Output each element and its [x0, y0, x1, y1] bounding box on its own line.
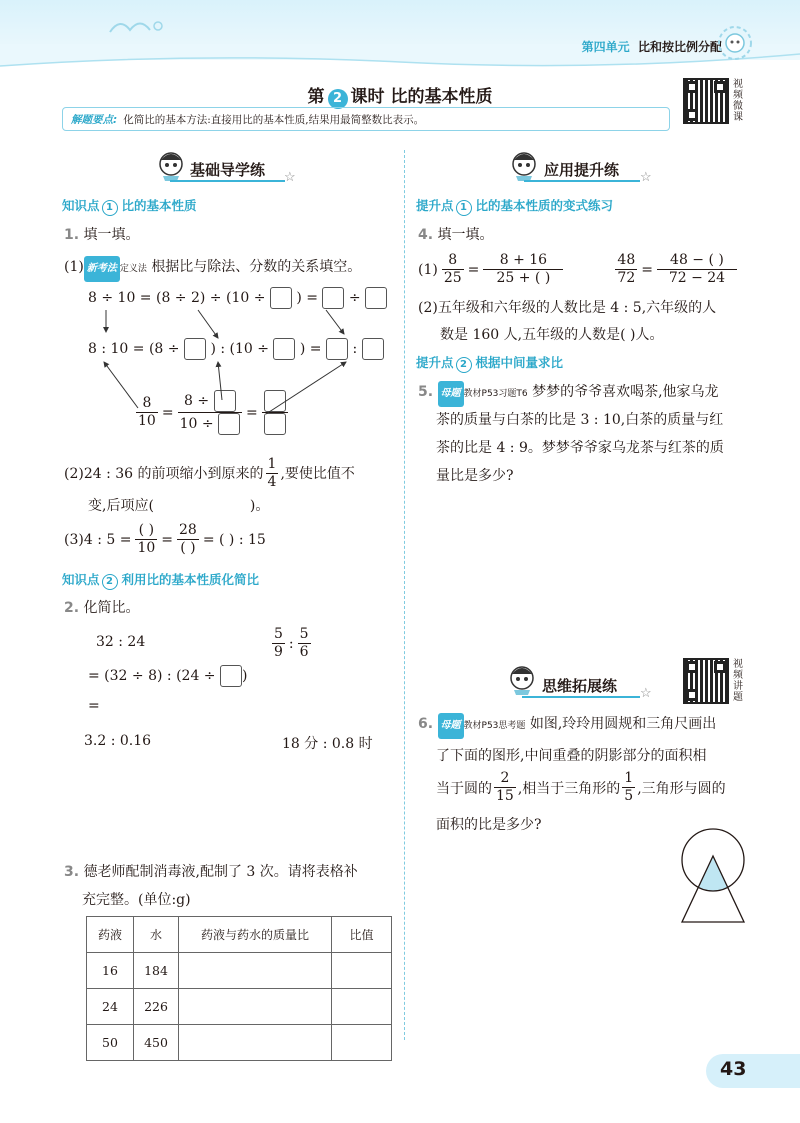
- unit-label: 第四单元 比和按比例分配: [581, 40, 722, 54]
- column-divider: [404, 150, 405, 1040]
- question-6-line2: 了下面的图形,中间重叠的阴影部分的面积相: [436, 748, 707, 764]
- improve-point-2: 提升点 2 根据中间量求比: [416, 353, 563, 373]
- mascot-face-icon: [508, 150, 540, 182]
- improve-point-1: 提升点 1 比的基本性质的变式练习: [416, 196, 613, 216]
- fraction: $\frac{8 \div}{10 \div}$: [178, 390, 242, 435]
- question-5-line3: 茶的比是 4 : 9。梦梦爷爷家乌龙茶与红茶的质: [436, 440, 724, 456]
- question-1-part-2: (2)24 : 36 的前项缩小到原来的 $\frac{1}{4}$ ,要使比值不: [64, 456, 355, 490]
- question-2-title: 2. 化简比。: [64, 600, 140, 616]
- tip-box: 解题要点: 化简比的基本方法:直接用比的基本性质,结果用最简整数比表示。: [62, 107, 670, 131]
- qr-code-icon[interactable]: [683, 78, 729, 124]
- table-cell: 24: [87, 989, 134, 1025]
- dilution-table: [86, 916, 392, 1061]
- table-row: [87, 1025, 392, 1061]
- mascot-face-icon: [506, 664, 538, 696]
- q2-a-line3: =: [88, 698, 100, 714]
- header-cell: 药液与药水的质量比: [179, 917, 332, 953]
- qr-label-video-explain: 视 频 讲 题: [733, 659, 743, 703]
- fraction-row: $\frac{8}{10}$ = $\frac{8 \div}{10 \div}$ =: [136, 390, 288, 435]
- arrow-diagram: [0, 0, 400, 460]
- question-5-line2: 茶的质量与白茶的比是 3 : 10,白茶的质量与红: [436, 412, 724, 428]
- question-5-line1: 5. 母题 教材P53习题T6 梦梦的爷爷喜欢喝茶,他家乌龙: [418, 379, 719, 407]
- question-4-part-1: (1) $\frac{8}{25}$ = $\frac{8 + 16}{25 + ( )}$ $\frac{48}{72}$ = $\frac{48 - ( )}{72 - 24}$: [418, 252, 737, 287]
- question-5-line4: 量比是多少?: [436, 468, 514, 484]
- page-number-badge: [706, 1054, 800, 1088]
- table-cell: 184: [134, 953, 179, 989]
- answer-box[interactable]: [220, 665, 242, 687]
- q2-a-line2: = (32 ÷ 8) : (24 ÷ ): [88, 664, 247, 688]
- ratio-row-1: 8 ÷ 10 = (8 ÷ 2) ÷ (10 ÷ ) = ÷: [88, 286, 387, 310]
- page-title: 第 2 课时 比的基本性质: [307, 87, 493, 107]
- knowledge-point-1: 知识点 1 比的基本性质: [62, 196, 197, 216]
- section-title-applied: 应用提升练: [544, 161, 620, 179]
- question-4-part-2-line1: (2)五年级和六年级的人数比是 4 : 5,六年级的人: [418, 300, 717, 316]
- q2-d: 18 分 : 0.8 时: [282, 736, 373, 752]
- section-title-extension: 思维拓展练: [542, 677, 618, 695]
- section-underline: [522, 696, 640, 698]
- header-cell: 药液: [87, 917, 134, 953]
- star-icon: ☆: [640, 686, 652, 701]
- question-3-line2: 充完整。(单位:g): [82, 892, 191, 908]
- question-6-line1: 6. 母题 教材P53思考题 如图,玲玲用圆规和三角尺画出: [418, 711, 716, 739]
- ratio-row-2: 8 : 10 = (8 ÷ ) : (10 ÷ ) = :: [88, 337, 384, 361]
- question-1-part-3: (3)4 : 5 = $\frac{( )}{10}$ = $\frac{28}{( )}$ = ( ) : 15: [64, 522, 266, 556]
- answer-cell[interactable]: [179, 953, 332, 989]
- table-row: [87, 953, 392, 989]
- question-1-part-1: (1) 新考法 定义法 根据比与除法、分数的关系填空。: [64, 254, 361, 282]
- table-header-row: [87, 917, 392, 953]
- q2-a-line1: 32 : 24: [96, 634, 146, 650]
- qr-code-icon[interactable]: [683, 658, 729, 704]
- q2-b: $\frac{5}{9}$ : $\frac{5}{6}$: [274, 626, 309, 660]
- star-icon: ☆: [284, 170, 296, 185]
- question-1-part-2-cont: 变,后项应( )。: [88, 498, 270, 514]
- question-4-title: 4. 填一填。: [418, 227, 494, 243]
- section-underline: [524, 180, 640, 182]
- table-cell: 50: [87, 1025, 134, 1061]
- answer-cell[interactable]: [332, 953, 392, 989]
- mascot-icon: [712, 20, 758, 66]
- question-4-part-2-line2: 数是 160 人,五年级的人数是( )人。: [440, 327, 664, 343]
- star-icon: ☆: [640, 170, 652, 185]
- page-number: 43: [720, 1058, 747, 1080]
- header-cell: 水: [134, 917, 179, 953]
- question-6-line3: 当于圆的 $\frac{2}{15}$ ,相当于三角形的 $\frac{1}{5}$ ,三角形与圆的: [436, 770, 726, 804]
- table-row: [87, 989, 392, 1025]
- answer-cell[interactable]: [179, 989, 332, 1025]
- section-title-basic: 基础导学练: [190, 161, 266, 179]
- answer-cell[interactable]: [332, 989, 392, 1025]
- table-cell: 450: [134, 1025, 179, 1061]
- answer-cell[interactable]: [179, 1025, 332, 1061]
- question-6-line4: 面积的比是多少?: [436, 817, 542, 833]
- fraction: $\frac{8}{10}$: [138, 395, 156, 429]
- knowledge-point-2: 知识点 2 利用比的基本性质化简比: [62, 570, 259, 590]
- circle-triangle-figure: [676, 826, 756, 928]
- answer-cell[interactable]: [332, 1025, 392, 1061]
- question-3-line1: 3. 德老师配制消毒液,配制了 3 次。请将表格补: [64, 864, 358, 880]
- header-cell: 比值: [332, 917, 392, 953]
- question-1-title: 1. 填一填。: [64, 227, 140, 243]
- qr-label-video-lesson: 视 频 微 课: [733, 79, 743, 123]
- q2-c: 3.2 : 0.16: [84, 733, 152, 749]
- table-cell: 226: [134, 989, 179, 1025]
- table-cell: 16: [87, 953, 134, 989]
